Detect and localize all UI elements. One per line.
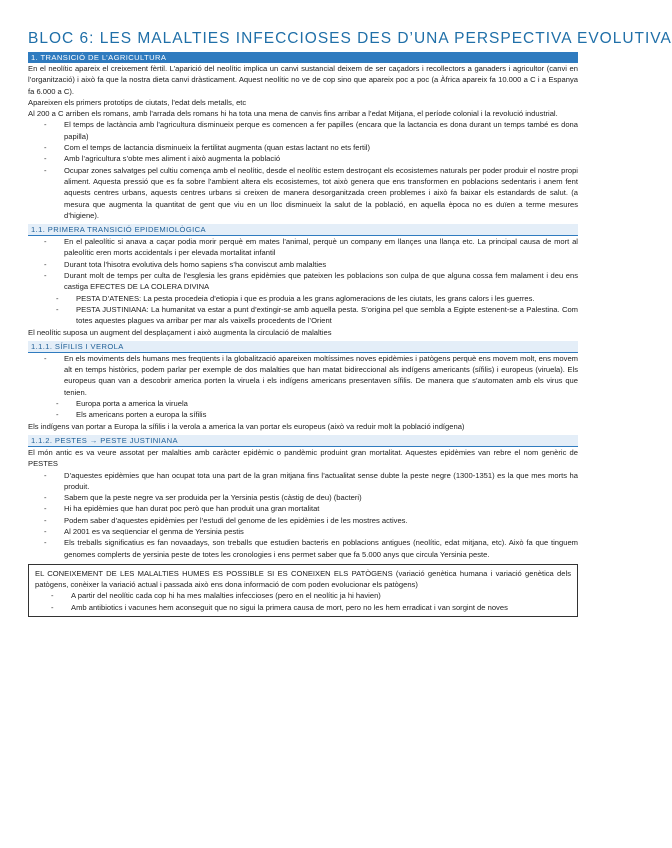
list-item: - Els treballs significatius es fan novaadays, son treballs que estudien bacteris en poblacions antigues (neolític, edat mitjana, etc). Això fa que tinguem genomes complerts de yersinia peste de totes les cronologies i ens permet saber que fa 5.000 anys que circula Yersinia peste. <box>28 537 578 560</box>
paragraph: Apareixen els primers prototips de ciutats, l’edat dels metalls, etc <box>28 97 247 107</box>
page-title: BLOC 6: LES MALALTIES INFECCIOSES DES D’UNA PERSPECTIVA EVOLUTIVA <box>28 30 672 47</box>
list-item: - PESTA D’ATENES: La pesta procedeia d’etiopia i que es produia a les grans aglomeracions de les ciutats, les grans calors i les guerres. <box>28 293 578 304</box>
bullet-list <box>28 236 578 292</box>
list-item: - Ocupar zones salvatges pel cultiu comença amb el neolític, desde el neolític estem destroçant els ecosistemes naturals per poder produir el nostre propi aliment. Aquesta pressió que es fa sobre l’ambient altera els ecosistemes, tot això genera que ens transformen en poblacions sedentaris i anem fent aquests centres urbans, aquests centres urbans si creixen de manera desorganitzada creen problemes i això fa baixar els estandards de salut. (a mesura que augmenta la quantitat de gent que viu en un lloc disminueix la salut de la població, en aquella època no es duïen a terme mesures d’higiene). <box>28 165 578 221</box>
section-heading-pestes: 1.1.2. PESTES → PESTE JUSTINIANA <box>28 435 578 447</box>
list-item: - D’aquestes epidèmies que han ocupat tota una part de la gran mitjana fins l’actualitat sense dubte la peste negre (1300-1351) es la que mes morts ha produit. <box>28 470 578 493</box>
summary-box <box>28 564 578 617</box>
sub-bullet-list <box>28 293 578 327</box>
section-heading-transicio: 1.1. PRIMERA TRANSICIÓ EPIDEMIOLÒGICA <box>28 224 578 236</box>
section-heading-sifilis: 1.1.1. SÍFILIS I VEROLA <box>28 341 578 353</box>
bullet-list <box>28 470 578 560</box>
paragraph: El món antic es va veure assotat per malalties amb caràcter epidèmic o pandèmic produint gran mortalitat. Aquestes epidèmies van rebre el nom genèric de PESTES <box>28 447 578 469</box>
bullet-list <box>28 353 578 398</box>
list-item: - Durant tota l’hisotra evolutiva dels homo sapiens s’ha conviscut amb malalties <box>28 259 578 270</box>
list-item: - Sabem que la peste negre va ser produida per la Yersinia pestis (càstig de deu) (bacteri) <box>28 492 578 503</box>
list-item: - A partir del neolític cada cop hi ha mes malalties infeccioses (pero en el neolític ja hi havien) <box>35 590 571 601</box>
paragraph: En el neolític apareix el creixement fèrtil. L’aparició del neolític implica un canvi sustancial deixem de ser caçadors i recollectors a ganaders i agricultor (canvi en l’organització) i això fa que la nostra dieta canvi dràsticament. Aquest neolític no ve de cop sino que apareix poc a poc (a Àfrica apareix fa 10.000 a C i a Espanya fa 6.000 a C). <box>28 64 578 96</box>
list-item: - En el paleolític si anava a caçar podia morir perquè em mates l’animal, perquè un company em llançes una llança etc. La principal causa de mort al paleolític eren morts accidentals i per elevada mortalitat infantil <box>28 236 578 259</box>
list-item: - El temps de lactància amb l’agricultura disminueix perque es comencen a fer papilles (encara que la lactancia es dona durant un temps també es dona papilla) <box>28 119 578 142</box>
bullet-list <box>35 590 571 613</box>
list-item: - Amb antibiotics i vacunes hem aconseguit que no sigui la primera causa de mort, pero no les hem erradicat i van sorgint de noves <box>35 602 571 613</box>
section-heading-agricultura: 1. TRANSICIÓ DE L’AGRICULTURA <box>28 52 578 63</box>
paragraph: Al 200 a C arriben els romans, amb l’arrada dels romans hi ha tota una mena de canvis fins arribar a l’edat Mitjana, el període colonial i la revolució industrial. <box>28 109 558 119</box>
list-item: - En els moviments dels humans mes freqüents i la globalització apareixen moltíssimes noves epidèmies i patògens perquè ens movem molt, ens movem alt en temps històrics, podem parlar per exemple de dos malalties que han matat bidireccional als indígens americants (sífilis) i europeus (viruela). Els europeus quan van a descobrir america porten la viruela i els indígens americans presentaven sífilis. De manera que s’automaten amb els virus que tenien. <box>28 353 578 398</box>
list-item: - Durant molt de temps per culta de l’esglesia les grans epidèmies que pateixen les poblacions son culpa de que alguna cossa fem malament i deu ens castiga EFECTES DE LA COLERA DIVINA <box>28 270 578 293</box>
list-item: - PESTA JUSTINIANA: La humanitat va estar a punt d’extingir-se amb aquella pesta. S’origina pel que sembla a Egipte estenent-se a Palestina. Com totes aquestes plagues va arribar per mar als vaixells procedents de l’Orient <box>28 304 578 327</box>
paragraph: El neolític suposa un augment del desplaçament i això augmenta la circulació de malalties <box>28 327 332 337</box>
list-item: - Els americans porten a europa la sífilis <box>28 409 578 420</box>
box-paragraph: EL CONEIXEMENT DE LES MALALTIES HUMES ES POSSIBLE SI ES CONEIXEN ELS PATÒGENS (variació genètica humana i variació genètica dels patògens, conèixer la variació actual i passada això ens dona informació de com poden evolucionar els patògens) <box>35 568 571 590</box>
paragraph: Els indígens van portar a Europa la sífilis i la verola a america la van portar els europeus (això va reduir molt la població indígena) <box>28 421 465 431</box>
list-item: - Europa porta a america la viruela <box>28 398 578 409</box>
bullet-list <box>28 119 578 221</box>
list-item: - Amb l’agricultura s’obte mes aliment i això augmenta la població <box>28 153 578 164</box>
list-item: - Com el temps de lactancia disminueix la fertilitat augmenta (quan estas lactant no ets fertil) <box>28 142 578 153</box>
sub-bullet-list <box>28 398 578 421</box>
list-item: - Podem saber d’aquestes epidèmies per l’estudi del genome de les epidèmies i de les mostres actives. <box>28 515 578 526</box>
list-item: - Hi ha epidèmies que han durat poc però que han produit una gran mortalitat <box>28 503 578 514</box>
list-item: - Al 2001 es va seqüenciar el genma de Yersinia pestis <box>28 526 578 537</box>
